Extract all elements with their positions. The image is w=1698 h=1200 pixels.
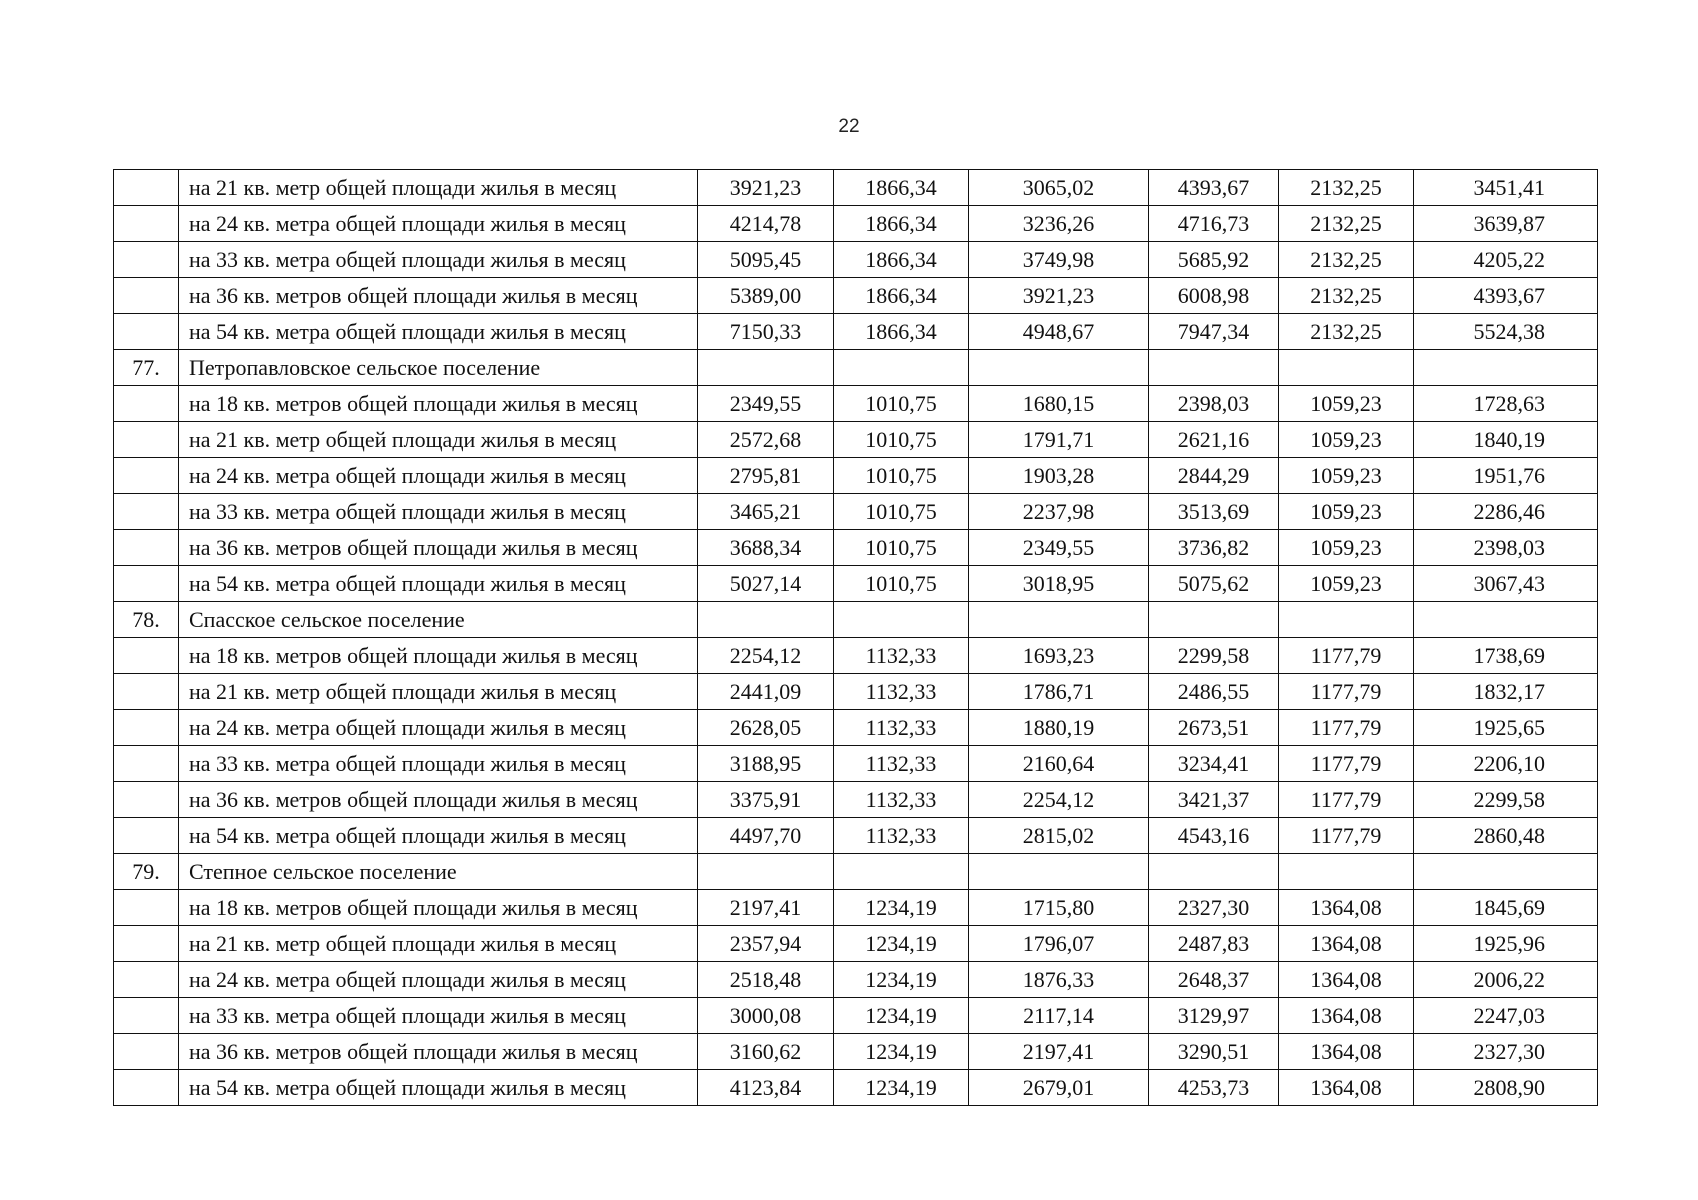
value-cell: 4716,73: [1149, 206, 1279, 242]
value-cell: 1234,19: [834, 890, 969, 926]
value-cell: 2206,10: [1414, 746, 1598, 782]
row-number-cell: 77.: [114, 350, 179, 386]
value-cell: 1234,19: [834, 926, 969, 962]
value-cell: 1010,75: [834, 422, 969, 458]
value-cell: 2795,81: [698, 458, 834, 494]
value-cell: [969, 854, 1149, 890]
value-cell: [834, 350, 969, 386]
description-cell: на 18 кв. метров общей площади жилья в месяц: [179, 386, 698, 422]
value-cell: [1279, 854, 1414, 890]
value-cell: 1786,71: [969, 674, 1149, 710]
value-cell: 2299,58: [1149, 638, 1279, 674]
row-number-cell: [114, 1070, 179, 1106]
value-cell: 2160,64: [969, 746, 1149, 782]
row-number-cell: [114, 998, 179, 1034]
value-cell: 1951,76: [1414, 458, 1598, 494]
value-cell: 1010,75: [834, 530, 969, 566]
row-number-cell: [114, 386, 179, 422]
table-row: [114, 818, 1598, 854]
description-cell: на 24 кв. метра общей площади жилья в месяц: [179, 458, 698, 494]
value-cell: 3465,21: [698, 494, 834, 530]
value-cell: 1059,23: [1279, 566, 1414, 602]
value-cell: 2673,51: [1149, 710, 1279, 746]
value-cell: [969, 350, 1149, 386]
value-cell: 2006,22: [1414, 962, 1598, 998]
value-cell: 2349,55: [969, 530, 1149, 566]
value-cell: 1845,69: [1414, 890, 1598, 926]
value-cell: 1177,79: [1279, 674, 1414, 710]
table-row: [114, 314, 1598, 350]
value-cell: 1876,33: [969, 962, 1149, 998]
row-number-cell: 78.: [114, 602, 179, 638]
value-cell: 2357,94: [698, 926, 834, 962]
value-cell: 1177,79: [1279, 638, 1414, 674]
value-cell: 4205,22: [1414, 242, 1598, 278]
value-cell: 1132,33: [834, 674, 969, 710]
value-cell: 3921,23: [969, 278, 1149, 314]
value-cell: 2398,03: [1149, 386, 1279, 422]
value-cell: 1880,19: [969, 710, 1149, 746]
table-row: [114, 458, 1598, 494]
value-cell: 3290,51: [1149, 1034, 1279, 1070]
value-cell: 7947,34: [1149, 314, 1279, 350]
value-cell: 1132,33: [834, 782, 969, 818]
table-row: [114, 710, 1598, 746]
row-number-cell: [114, 422, 179, 458]
page-number: 22: [838, 116, 860, 137]
value-cell: 2327,30: [1414, 1034, 1598, 1070]
row-number-cell: [114, 782, 179, 818]
value-cell: 3160,62: [698, 1034, 834, 1070]
value-cell: 3639,87: [1414, 206, 1598, 242]
value-cell: 1866,34: [834, 206, 969, 242]
value-cell: 1234,19: [834, 962, 969, 998]
value-cell: 4214,78: [698, 206, 834, 242]
description-cell: на 33 кв. метра общей площади жилья в месяц: [179, 242, 698, 278]
section-row: [114, 854, 1598, 890]
value-cell: 1866,34: [834, 242, 969, 278]
table-row: [114, 278, 1598, 314]
value-cell: 1866,34: [834, 170, 969, 206]
value-cell: 2132,25: [1279, 242, 1414, 278]
row-number-cell: [114, 926, 179, 962]
value-cell: 2628,05: [698, 710, 834, 746]
tariff-table: [113, 169, 1598, 1106]
description-cell: на 24 кв. метра общей площади жилья в месяц: [179, 710, 698, 746]
value-cell: 2844,29: [1149, 458, 1279, 494]
table-row: [114, 674, 1598, 710]
value-cell: 4393,67: [1149, 170, 1279, 206]
value-cell: [969, 602, 1149, 638]
row-number-cell: [114, 530, 179, 566]
value-cell: 2518,48: [698, 962, 834, 998]
description-cell: на 18 кв. метров общей площади жилья в месяц: [179, 638, 698, 674]
table-row: [114, 1070, 1598, 1106]
value-cell: 1840,19: [1414, 422, 1598, 458]
description-cell: на 54 кв. метра общей площади жилья в месяц: [179, 818, 698, 854]
value-cell: 1010,75: [834, 494, 969, 530]
value-cell: 1680,15: [969, 386, 1149, 422]
value-cell: 1234,19: [834, 1034, 969, 1070]
value-cell: 1364,08: [1279, 1070, 1414, 1106]
value-cell: 2398,03: [1414, 530, 1598, 566]
table-row: [114, 206, 1598, 242]
value-cell: 4123,84: [698, 1070, 834, 1106]
value-cell: 4393,67: [1414, 278, 1598, 314]
value-cell: 2679,01: [969, 1070, 1149, 1106]
value-cell: [1149, 602, 1279, 638]
value-cell: 3000,08: [698, 998, 834, 1034]
value-cell: 1364,08: [1279, 890, 1414, 926]
value-cell: 2860,48: [1414, 818, 1598, 854]
value-cell: 3921,23: [698, 170, 834, 206]
row-number-cell: [114, 962, 179, 998]
value-cell: 1925,65: [1414, 710, 1598, 746]
value-cell: 3451,41: [1414, 170, 1598, 206]
value-cell: 2648,37: [1149, 962, 1279, 998]
value-cell: 1132,33: [834, 638, 969, 674]
value-cell: 2132,25: [1279, 170, 1414, 206]
value-cell: 3188,95: [698, 746, 834, 782]
value-cell: 1177,79: [1279, 746, 1414, 782]
table-row: [114, 998, 1598, 1034]
description-cell: на 21 кв. метр общей площади жилья в месяц: [179, 674, 698, 710]
value-cell: 1715,80: [969, 890, 1149, 926]
description-cell: на 18 кв. метров общей площади жилья в месяц: [179, 890, 698, 926]
value-cell: 5027,14: [698, 566, 834, 602]
value-cell: 2117,14: [969, 998, 1149, 1034]
value-cell: 2487,83: [1149, 926, 1279, 962]
row-number-cell: [114, 1034, 179, 1070]
value-cell: 7150,33: [698, 314, 834, 350]
description-cell: на 21 кв. метр общей площади жилья в месяц: [179, 926, 698, 962]
table-row: [114, 494, 1598, 530]
value-cell: 1010,75: [834, 458, 969, 494]
table-body: [114, 170, 1598, 1106]
value-cell: 1234,19: [834, 1070, 969, 1106]
value-cell: 1832,17: [1414, 674, 1598, 710]
value-cell: 1059,23: [1279, 458, 1414, 494]
row-number-cell: [114, 566, 179, 602]
value-cell: [698, 602, 834, 638]
value-cell: 1059,23: [1279, 494, 1414, 530]
value-cell: 1177,79: [1279, 782, 1414, 818]
value-cell: [834, 854, 969, 890]
row-number-cell: [114, 710, 179, 746]
table-row: [114, 638, 1598, 674]
value-cell: 3065,02: [969, 170, 1149, 206]
value-cell: 1925,96: [1414, 926, 1598, 962]
value-cell: [1414, 602, 1598, 638]
value-cell: 1059,23: [1279, 386, 1414, 422]
value-cell: [698, 350, 834, 386]
description-cell: на 54 кв. метра общей площади жилья в месяц: [179, 1070, 698, 1106]
description-cell: на 33 кв. метра общей площади жилья в месяц: [179, 746, 698, 782]
table-row: [114, 242, 1598, 278]
value-cell: 2247,03: [1414, 998, 1598, 1034]
value-cell: 2572,68: [698, 422, 834, 458]
section-row: [114, 602, 1598, 638]
table-row: [114, 926, 1598, 962]
value-cell: 1738,69: [1414, 638, 1598, 674]
value-cell: 1364,08: [1279, 1034, 1414, 1070]
value-cell: 1903,28: [969, 458, 1149, 494]
description-cell: на 54 кв. метра общей площади жилья в месяц: [179, 566, 698, 602]
value-cell: 3421,37: [1149, 782, 1279, 818]
value-cell: 5389,00: [698, 278, 834, 314]
value-cell: 1059,23: [1279, 530, 1414, 566]
value-cell: 1796,07: [969, 926, 1149, 962]
description-cell: на 21 кв. метр общей площади жилья в месяц: [179, 422, 698, 458]
value-cell: 1234,19: [834, 998, 969, 1034]
value-cell: 1866,34: [834, 314, 969, 350]
value-cell: 5685,92: [1149, 242, 1279, 278]
table-row: [114, 782, 1598, 818]
value-cell: 1693,23: [969, 638, 1149, 674]
table-row: [114, 422, 1598, 458]
table-row: [114, 890, 1598, 926]
row-number-cell: [114, 494, 179, 530]
settlement-name-cell: Петропавловское сельское поселение: [179, 350, 698, 386]
value-cell: 3513,69: [1149, 494, 1279, 530]
description-cell: на 24 кв. метра общей площади жилья в месяц: [179, 206, 698, 242]
value-cell: 2254,12: [969, 782, 1149, 818]
description-cell: на 24 кв. метра общей площади жилья в месяц: [179, 962, 698, 998]
value-cell: 2621,16: [1149, 422, 1279, 458]
table-row: [114, 530, 1598, 566]
value-cell: 6008,98: [1149, 278, 1279, 314]
value-cell: 3129,97: [1149, 998, 1279, 1034]
value-cell: 5095,45: [698, 242, 834, 278]
value-cell: 1364,08: [1279, 962, 1414, 998]
row-number-cell: 79.: [114, 854, 179, 890]
value-cell: 2197,41: [698, 890, 834, 926]
value-cell: 2197,41: [969, 1034, 1149, 1070]
row-number-cell: [114, 458, 179, 494]
table-row: [114, 170, 1598, 206]
value-cell: 2808,90: [1414, 1070, 1598, 1106]
value-cell: 1010,75: [834, 386, 969, 422]
value-cell: [1414, 350, 1598, 386]
value-cell: 4253,73: [1149, 1070, 1279, 1106]
value-cell: 2132,25: [1279, 206, 1414, 242]
row-number-cell: [114, 638, 179, 674]
description-cell: на 33 кв. метра общей площади жилья в месяц: [179, 494, 698, 530]
value-cell: [834, 602, 969, 638]
value-cell: [1149, 854, 1279, 890]
settlement-name-cell: Спасское сельское поселение: [179, 602, 698, 638]
value-cell: 4497,70: [698, 818, 834, 854]
value-cell: 1010,75: [834, 566, 969, 602]
value-cell: [1279, 602, 1414, 638]
table-row: [114, 746, 1598, 782]
table-row: [114, 386, 1598, 422]
value-cell: [1149, 350, 1279, 386]
value-cell: 5524,38: [1414, 314, 1598, 350]
description-cell: на 21 кв. метр общей площади жилья в месяц: [179, 170, 698, 206]
description-cell: на 36 кв. метров общей площади жилья в месяц: [179, 1034, 698, 1070]
row-number-cell: [114, 278, 179, 314]
row-number-cell: [114, 170, 179, 206]
value-cell: 2132,25: [1279, 314, 1414, 350]
row-number-cell: [114, 890, 179, 926]
value-cell: 3018,95: [969, 566, 1149, 602]
value-cell: 1177,79: [1279, 710, 1414, 746]
value-cell: 2441,09: [698, 674, 834, 710]
row-number-cell: [114, 206, 179, 242]
value-cell: 2815,02: [969, 818, 1149, 854]
row-number-cell: [114, 314, 179, 350]
value-cell: 2254,12: [698, 638, 834, 674]
value-cell: 3234,41: [1149, 746, 1279, 782]
value-cell: 2349,55: [698, 386, 834, 422]
section-row: [114, 350, 1598, 386]
value-cell: 4948,67: [969, 314, 1149, 350]
value-cell: 2299,58: [1414, 782, 1598, 818]
value-cell: 3736,82: [1149, 530, 1279, 566]
description-cell: на 36 кв. метров общей площади жилья в месяц: [179, 782, 698, 818]
value-cell: 1364,08: [1279, 926, 1414, 962]
value-cell: 1728,63: [1414, 386, 1598, 422]
value-cell: 1791,71: [969, 422, 1149, 458]
value-cell: 2237,98: [969, 494, 1149, 530]
value-cell: 1132,33: [834, 710, 969, 746]
value-cell: [698, 854, 834, 890]
table-row: [114, 1034, 1598, 1070]
table-row: [114, 566, 1598, 602]
value-cell: 3236,26: [969, 206, 1149, 242]
value-cell: 1132,33: [834, 818, 969, 854]
value-cell: 3749,98: [969, 242, 1149, 278]
value-cell: 1364,08: [1279, 998, 1414, 1034]
table-row: [114, 962, 1598, 998]
row-number-cell: [114, 818, 179, 854]
value-cell: 2132,25: [1279, 278, 1414, 314]
row-number-cell: [114, 674, 179, 710]
description-cell: на 33 кв. метра общей площади жилья в месяц: [179, 998, 698, 1034]
description-cell: на 36 кв. метров общей площади жилья в месяц: [179, 278, 698, 314]
value-cell: 3067,43: [1414, 566, 1598, 602]
value-cell: 4543,16: [1149, 818, 1279, 854]
value-cell: 2286,46: [1414, 494, 1598, 530]
value-cell: 1132,33: [834, 746, 969, 782]
value-cell: 3688,34: [698, 530, 834, 566]
row-number-cell: [114, 746, 179, 782]
value-cell: 3375,91: [698, 782, 834, 818]
description-cell: на 54 кв. метра общей площади жилья в месяц: [179, 314, 698, 350]
description-cell: на 36 кв. метров общей площади жилья в месяц: [179, 530, 698, 566]
value-cell: 2486,55: [1149, 674, 1279, 710]
settlement-name-cell: Степное сельское поселение: [179, 854, 698, 890]
row-number-cell: [114, 242, 179, 278]
value-cell: [1414, 854, 1598, 890]
value-cell: 1866,34: [834, 278, 969, 314]
value-cell: 5075,62: [1149, 566, 1279, 602]
value-cell: 1177,79: [1279, 818, 1414, 854]
value-cell: 2327,30: [1149, 890, 1279, 926]
value-cell: [1279, 350, 1414, 386]
value-cell: 1059,23: [1279, 422, 1414, 458]
